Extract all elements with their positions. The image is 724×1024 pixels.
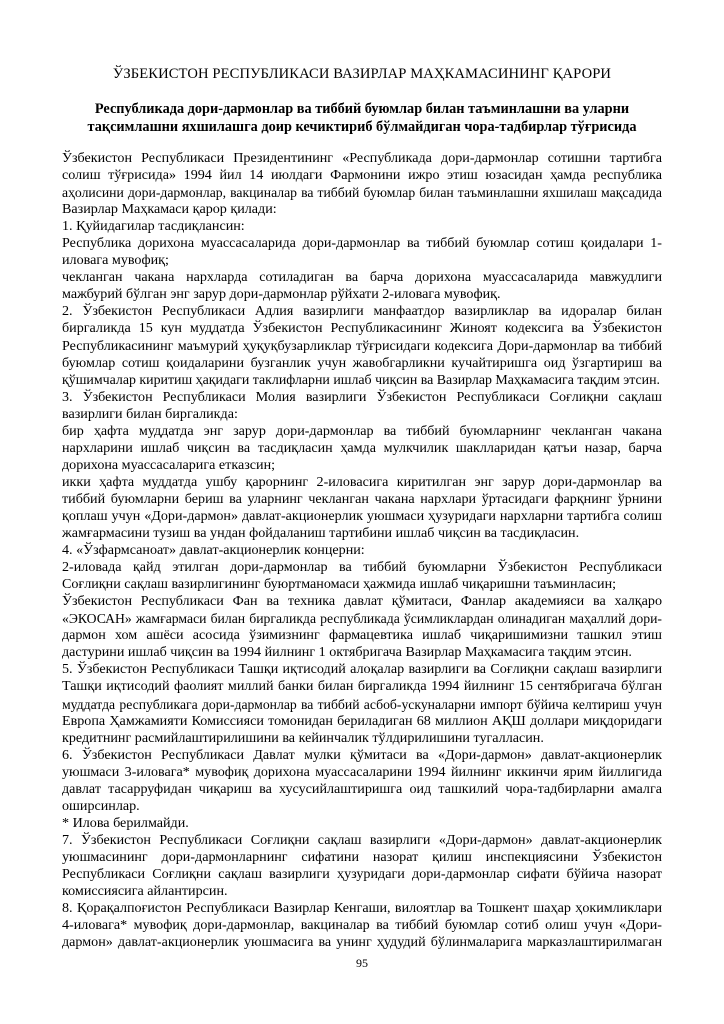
body-line: 2-иловада қайд этилган дори-дармонлар ва тиббий буюмларни Ўзбекистон Республикаси <box>62 559 662 576</box>
body-line: аҳолисини дори-дармонлар, вакциналар ва тиббий буюмлар билан таъминлашни яхшилаш мақсадида <box>62 185 662 201</box>
body-line: иловага мувофиқ; <box>62 252 169 269</box>
body-line: 5. Ўзбекистон Республикаси Ташқи иқтисодий алоқалар вазирлиги ва Соғлиқни сақлаш вазирлиги <box>62 661 662 678</box>
body-line: оширсинлар. <box>62 797 140 814</box>
page-number: 95 <box>356 956 368 970</box>
body-line: муддатда республикага дори-дармонлар ва тиббий асбоб-ускуналарни импорт бўйича келтириш учун <box>62 696 662 712</box>
body-line: комиссиясига айлантирсин. <box>62 883 228 900</box>
body-line: чекланган чакана нархларда сотиладиган ва барча дорихона муассасаларида мавжудлиги <box>62 269 662 286</box>
body-line: уюшмаси 3-иловага* мувофиқ дорихона муассасаларини 1994 йилнинг иккинчи ярим йиллигида <box>62 763 662 780</box>
body-line: 1. Қуйидагилар тасдиқлансин: <box>62 218 245 235</box>
document-body <box>62 150 662 951</box>
body-line: 6. Ўзбекистон Республикаси Давлат мулки қўмитаси ва «Дори-дармон» давлат-акционерлик <box>62 746 662 763</box>
body-line: «ЭКОСАН» жамғармаси билан биргаликда республикада ўсимликлардан олинадиган маҳаллий дори- <box>62 611 662 627</box>
body-line: Ўзбекистон Республикаси Президентининг «Республикада дори-дармонлар сотишни тартибга <box>62 150 662 166</box>
body-line: икки ҳафта муддатда ушбу қарорнинг 2-иловасига киритилган энг зарур дори-дармонлар ва <box>62 473 662 490</box>
body-line: нархларини ишлаб чиқсин ва тасдиқласин ҳамда мулкчилик шаклларидан қатъи назар, барча <box>62 439 662 456</box>
body-line: Республикасининг маъмурий ҳуқуқбузарликлар тўғрисидаги кодексига Дори-дармонлар ва тиббий <box>62 337 662 354</box>
body-line: 8. Қорақалпоғистон Республикаси Вазирлар Кенгаши, вилоятлар ва Тошкент шаҳар ҳокимликлари <box>62 900 662 917</box>
body-line: буюмлар сотиш қоидаларини бузганлик учун жавобгарликни кучайтиришга оид ўзгартириш ва <box>62 354 662 371</box>
body-line: бир ҳафта муддатда энг зарур дори-дармонлар ва тиббий буюмларнинг чекланган чакана <box>62 422 662 439</box>
body-line: қўшимчалар киритиш ҳақидаги таклифларни ишлаб чиқсин ва Вазирлар Маҳкамасига тақдим этсин. <box>62 372 660 388</box>
body-line: давлат тасарруфидан чиқариш ва хусусийлаштиришга оид ташкилий чора-тадбирларни амалга <box>62 780 662 797</box>
subtitle-line: Республикада дори-дармонлар ва тиббий буюмлар билан таъминлашни ва уларни <box>94 101 630 117</box>
body-line: 2. Ўзбекистон Республикаси Адлия вазирлиги манфаатдор вазирликлар ва идоралар билан <box>62 303 662 320</box>
body-line: жамғармасини тузиш ва ундан фойдаланиш тартибини ишлаб чиқсин ва тасдиқласин. <box>62 525 580 542</box>
document-heading: ЎЗБЕКИСТОН РЕСПУБЛИКАСИ ВАЗИРЛАР МАҲКАМАСИНИНГ ҚАРОРИ <box>112 66 612 82</box>
body-line: дастурини ишлаб чиқсин ва 1994 йилнинг 1 октябригача Вазирлар Маҳкамасига тақдим этсин. <box>62 644 632 661</box>
body-line: мажбурий бўлган энг зарур дори-дармонлар рўйхати 2-иловага мувофиқ. <box>62 286 501 303</box>
body-line: уюшмасининг дори-дармонларнинг сифатини назорат қилиш инспекциясини Ўзбекистон <box>62 848 662 865</box>
document-subtitle <box>62 100 662 136</box>
body-line: Республика дорихона муассасаларида дори-дармонлар ва тиббий буюмлар сотиш қоидалари 1- <box>62 235 662 252</box>
body-line: 7. Ўзбекистон Республикаси Соғлиқни сақлаш вазирлиги «Дори-дармон» давлат-акционерлик <box>62 831 662 848</box>
body-line: Соғлиқни сақлаш вазирлигининг буюртманомаси ҳажмида ишлаб чиқаришни таъминласин; <box>62 576 617 593</box>
body-line: 3. Ўзбекистон Республикаси Молия вазирлиги Ўзбекистон Республикаси Соғлиқни сақлаш <box>62 388 662 405</box>
body-line: Ташқи иқтисодий фаолият миллий банки билан биргаликда 1994 йилнинг 15 сентябригача бўлган <box>62 678 662 695</box>
body-line: кредитнинг расмийлаштирилишини ва кейинчалик тўлдирилишини тугалласин. <box>62 729 544 746</box>
footnote-line: * Илова берилмайди. <box>62 814 189 831</box>
body-line: Республикаси Соғлиқни сақлаш вазирлиги ҳузуридаги дори-дармонлар сифати бўйича назорат <box>62 865 662 882</box>
body-line: дармон хом ашёси асосида ўзимизнинг фармацевтика ишлаб чиқаришимизни ташкил этиш <box>62 627 662 644</box>
body-line: 4. «Ўзфармсаноат» давлат-акционерлик концерни: <box>62 542 365 559</box>
body-line: Вазирлар Маҳкамаси қарор қилади: <box>62 201 277 218</box>
body-line: 4-иловага* мувофиқ дори-дармонлар, вакциналар ва тиббий буюмлар сотиб олиш учун «Дори- <box>62 917 662 934</box>
subtitle-line: тақсимлашни яхшилашга доир кечиктириб бўлмайдиган чора-тадбирлар тўғрисида <box>87 119 637 135</box>
body-line: тиббий буюмларни бериш ва уларнинг чекланган чакана нархлари ўртасидаги фарқнинг ўрнини <box>62 490 662 507</box>
body-line: дармон» давлат-акционерлик уюшмасига ва унинг ҳудудий бўлинмаларига марказлаштирилмаган <box>62 934 662 951</box>
body-line: вазирлиги билан биргаликда: <box>62 405 238 422</box>
body-line: Ўзбекистон Республикаси Фан ва техника давлат қўмитаси, Фанлар академияси ва халқаро <box>62 593 662 610</box>
body-line: дорихона муассасаларига етказсин; <box>62 456 276 473</box>
body-line: қоплаш учун «Дори-дармон» давлат-акционерлик уюшмаси ҳузуридаги нархларни тартибга солиш <box>62 507 662 524</box>
body-line: солиш тўғрисида» 1994 йил 14 июлдаги Фармонини ижро этиш юзасидан ҳамда республика <box>62 167 662 184</box>
body-line: биргаликда 15 кун муддатда Ўзбекистон Республикасининг Жиноят кодексига ва Ўзбекистон <box>62 320 662 337</box>
body-line: Европа Ҳамжамияти Комиссияси томонидан бериладиган 68 миллион АҚШ доллари миқдоридаги <box>62 712 662 729</box>
